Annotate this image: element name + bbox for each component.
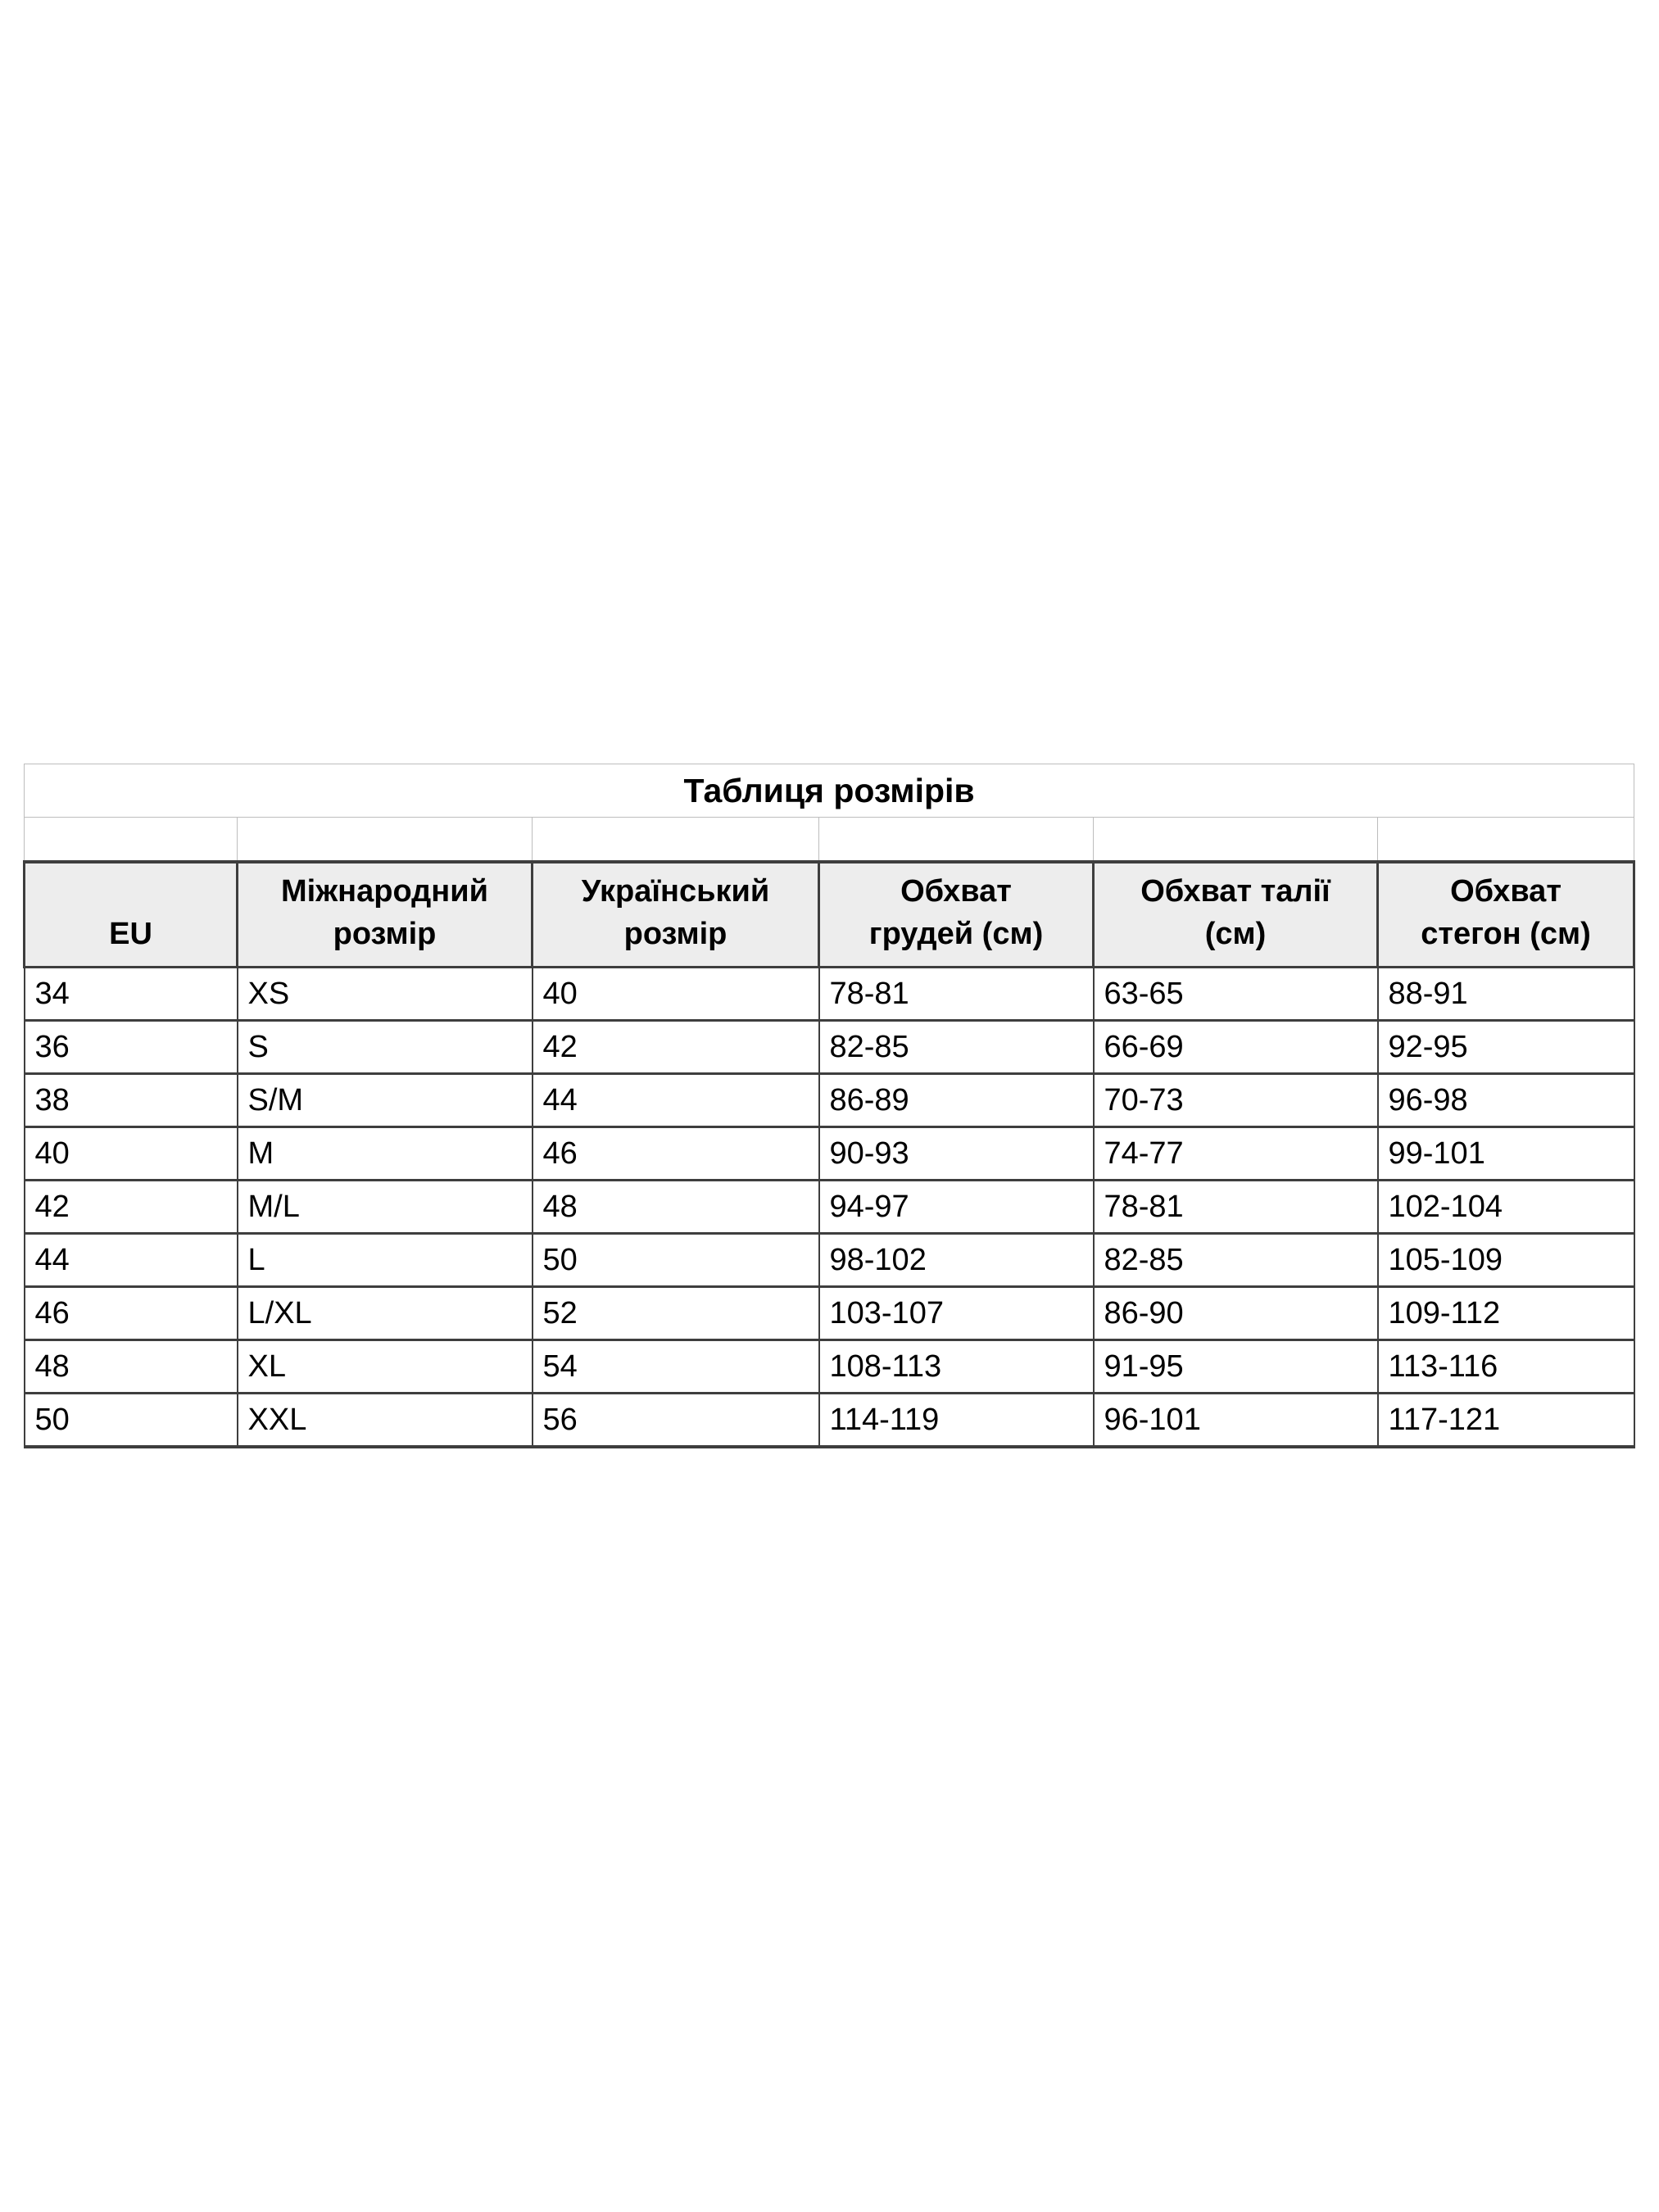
table-cell: 82-85 xyxy=(819,1021,1094,1074)
column-header-label: Обхват xyxy=(1450,874,1562,909)
spacer-cell xyxy=(1378,818,1634,863)
column-header-label: EU xyxy=(109,916,152,951)
table-cell: 103-107 xyxy=(819,1287,1094,1340)
table-cell: 78-81 xyxy=(1094,1181,1378,1234)
table-cell: 91-95 xyxy=(1094,1340,1378,1394)
table-cell: 86-89 xyxy=(819,1074,1094,1127)
table-cell: 113-116 xyxy=(1378,1340,1634,1394)
table-row xyxy=(25,1181,1634,1234)
column-header-label: розмір xyxy=(623,916,728,951)
table-cell: XL xyxy=(238,1340,533,1394)
table-title-row xyxy=(25,764,1634,818)
table-cell: 46 xyxy=(533,1127,819,1181)
column-header-eu xyxy=(25,862,238,968)
spacer-cell xyxy=(1094,818,1378,863)
table-cell: 42 xyxy=(533,1021,819,1074)
size-table xyxy=(23,764,1635,1448)
table-cell: 52 xyxy=(533,1287,819,1340)
table-cell: L xyxy=(238,1234,533,1287)
table-row xyxy=(25,1287,1634,1340)
table-cell: 96-98 xyxy=(1378,1074,1634,1127)
table-cell: 56 xyxy=(533,1394,819,1448)
table-cell: 42 xyxy=(25,1181,238,1234)
table-cell: 108-113 xyxy=(819,1340,1094,1394)
table-cell: 50 xyxy=(25,1394,238,1448)
column-header-international-size xyxy=(238,862,533,968)
table-cell: 90-93 xyxy=(819,1127,1094,1181)
column-header-label: Український xyxy=(581,874,770,909)
spacer-cell xyxy=(819,818,1094,863)
column-header-chest xyxy=(819,862,1094,968)
table-row xyxy=(25,1074,1634,1127)
table-cell: 102-104 xyxy=(1378,1181,1634,1234)
table-cell: 50 xyxy=(533,1234,819,1287)
column-header-label: (см) xyxy=(1204,916,1267,951)
table-cell: 48 xyxy=(25,1340,238,1394)
table-cell: L/XL xyxy=(238,1287,533,1340)
spacer-row xyxy=(25,818,1634,863)
table-cell: 44 xyxy=(25,1234,238,1287)
table-row xyxy=(25,1021,1634,1074)
table-cell: S xyxy=(238,1021,533,1074)
table-cell: M xyxy=(238,1127,533,1181)
table-cell: 40 xyxy=(533,968,819,1021)
table-title: Таблиця розмірів xyxy=(25,764,1634,818)
table-row xyxy=(25,1394,1634,1448)
table-cell: M/L xyxy=(238,1181,533,1234)
table-cell: 63-65 xyxy=(1094,968,1378,1021)
table-cell: 82-85 xyxy=(1094,1234,1378,1287)
table-cell: 92-95 xyxy=(1378,1021,1634,1074)
table-cell: 40 xyxy=(25,1127,238,1181)
column-header-label: грудей (см) xyxy=(868,916,1044,951)
table-cell: 99-101 xyxy=(1378,1127,1634,1181)
column-header-waist xyxy=(1094,862,1378,968)
column-header-ukrainian-size xyxy=(533,862,819,968)
table-cell: 34 xyxy=(25,968,238,1021)
table-cell: 86-90 xyxy=(1094,1287,1378,1340)
table-cell: 66-69 xyxy=(1094,1021,1378,1074)
table-cell: 36 xyxy=(25,1021,238,1074)
table-cell: 109-112 xyxy=(1378,1287,1634,1340)
table-cell: S/M xyxy=(238,1074,533,1127)
table-row xyxy=(25,1234,1634,1287)
table-cell: 70-73 xyxy=(1094,1074,1378,1127)
table-cell: 117-121 xyxy=(1378,1394,1634,1448)
table-cell: XS xyxy=(238,968,533,1021)
table-cell: 54 xyxy=(533,1340,819,1394)
spacer-cell xyxy=(533,818,819,863)
spacer-cell xyxy=(25,818,238,863)
spacer-cell xyxy=(238,818,533,863)
table-cell: 105-109 xyxy=(1378,1234,1634,1287)
table-cell: 114-119 xyxy=(819,1394,1094,1448)
table-cell: 88-91 xyxy=(1378,968,1634,1021)
table-cell: 78-81 xyxy=(819,968,1094,1021)
table-cell: XXL xyxy=(238,1394,533,1448)
column-header-label: Міжнародний xyxy=(281,874,488,909)
table-cell: 96-101 xyxy=(1094,1394,1378,1448)
table-row xyxy=(25,968,1634,1021)
table-cell: 94-97 xyxy=(819,1181,1094,1234)
table-cell: 44 xyxy=(533,1074,819,1127)
column-header-label: Обхват талії xyxy=(1140,874,1330,909)
column-header-label: Обхват xyxy=(900,874,1012,909)
table-row xyxy=(25,1340,1634,1394)
table-header-row xyxy=(25,862,1634,968)
table-row xyxy=(25,1127,1634,1181)
table-cell: 74-77 xyxy=(1094,1127,1378,1181)
column-header-label: розмір xyxy=(333,916,437,951)
column-header-hips xyxy=(1378,862,1634,968)
column-header-label: стегон (см) xyxy=(1421,916,1591,951)
table-cell: 98-102 xyxy=(819,1234,1094,1287)
table-cell: 38 xyxy=(25,1074,238,1127)
table-cell: 48 xyxy=(533,1181,819,1234)
table-cell: 46 xyxy=(25,1287,238,1340)
